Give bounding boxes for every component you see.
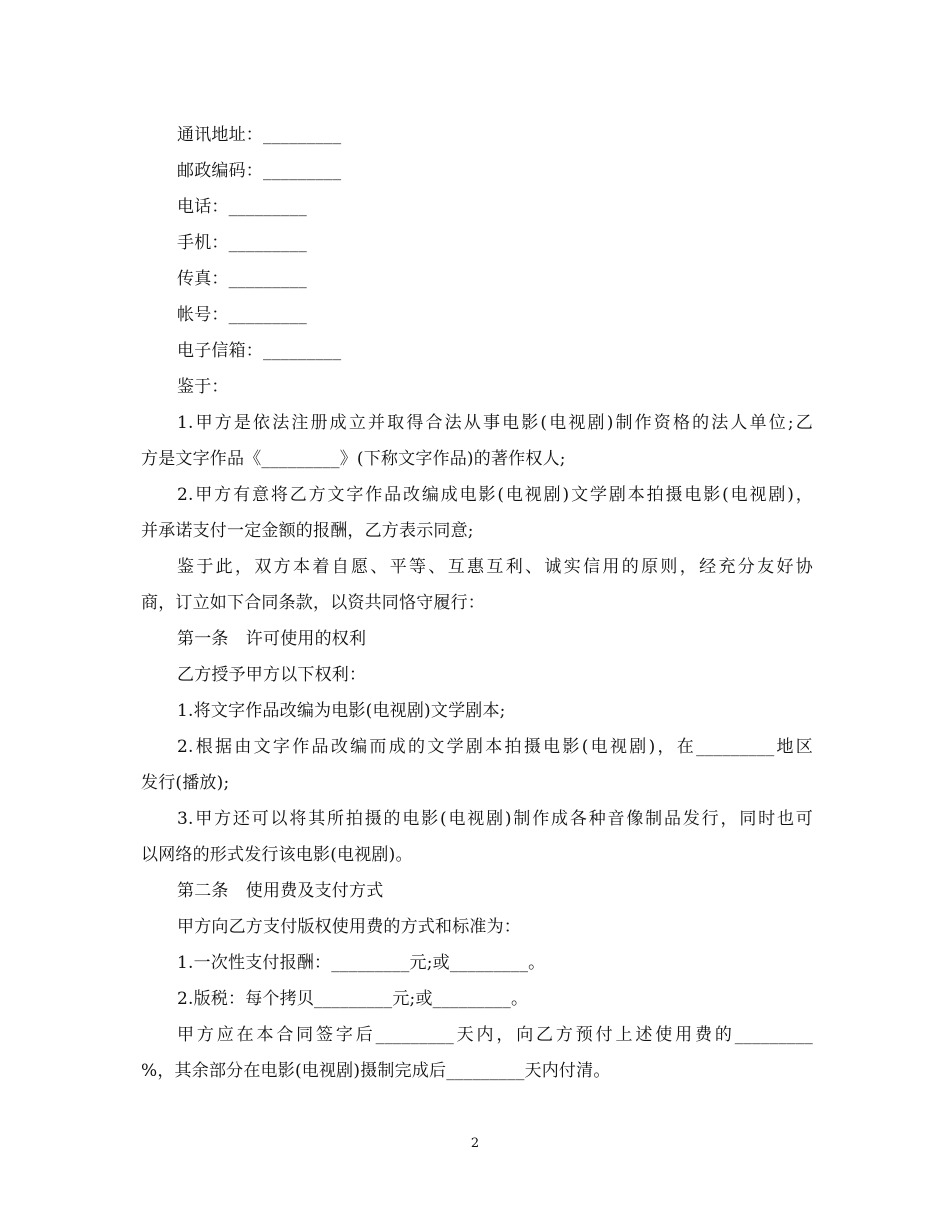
- text-line: 1.将文字作品改编为电影(电视剧)文学剧本;: [177, 701, 506, 721]
- text-line: 第二条 使用费及支付方式: [177, 881, 384, 901]
- text-line: 电话：_________: [177, 197, 307, 217]
- text-line: 帐号：_________: [177, 305, 307, 325]
- text-line: %，其余部分在电影(电视剧)摄制完成后_________天内付清。: [141, 1061, 611, 1081]
- text-line: 以网络的形式发行该电影(电视剧)。: [141, 845, 413, 865]
- text-line: 通讯地址：_________: [177, 125, 342, 145]
- text-line: 3.甲方还可以将其所拍摄的电影(电视剧)制作成各种音像制品发行，同时也可: [177, 809, 813, 829]
- text-line: 邮政编码：_________: [177, 161, 342, 181]
- text-line: 发行(播放);: [141, 773, 230, 793]
- text-line: 鉴于此，双方本着自愿、平等、互惠互利、诚实信用的原则，经充分友好协: [177, 557, 813, 577]
- text-line: 2.版税：每个拷贝_________元;或_________。: [177, 989, 529, 1009]
- text-line: 商，订立如下合同条款，以资共同恪守履行：: [141, 593, 485, 613]
- text-line: 手机：_________: [177, 233, 307, 253]
- text-line: 1.一次性支付报酬：_________元;或_________。: [177, 953, 546, 973]
- text-line: 甲方应在本合同签字后_________天内，向乙方预付上述使用费的_________: [177, 1025, 813, 1045]
- text-line: 传真：_________: [177, 269, 307, 289]
- text-line: 乙方授予甲方以下权利：: [177, 665, 367, 685]
- text-line: 第一条 许可使用的权利: [177, 629, 367, 649]
- text-line: 2.甲方有意将乙方文字作品改编成电影(电视剧)文学剧本拍摄电影(电视剧)，: [177, 485, 813, 505]
- text-line: 2.根据由文字作品改编而成的文学剧本拍摄电影(电视剧)，在_________地区: [177, 737, 813, 757]
- text-line: 1.甲方是依法注册成立并取得合法从事电影(电视剧)制作资格的法人单位;乙: [177, 413, 813, 433]
- page-number: 2: [470, 1136, 480, 1151]
- text-line: 并承诺支付一定金额的报酬，乙方表示同意;: [141, 521, 474, 541]
- text-line: 方是文字作品《_________》(下称文字作品)的著作权人;: [141, 449, 566, 469]
- text-line: 甲方向乙方支付版权使用费的方式和标准为：: [177, 917, 521, 937]
- text-line: 电子信箱：_________: [177, 341, 342, 361]
- document-body: [141, 117, 813, 1089]
- text-line: 鉴于：: [177, 377, 229, 397]
